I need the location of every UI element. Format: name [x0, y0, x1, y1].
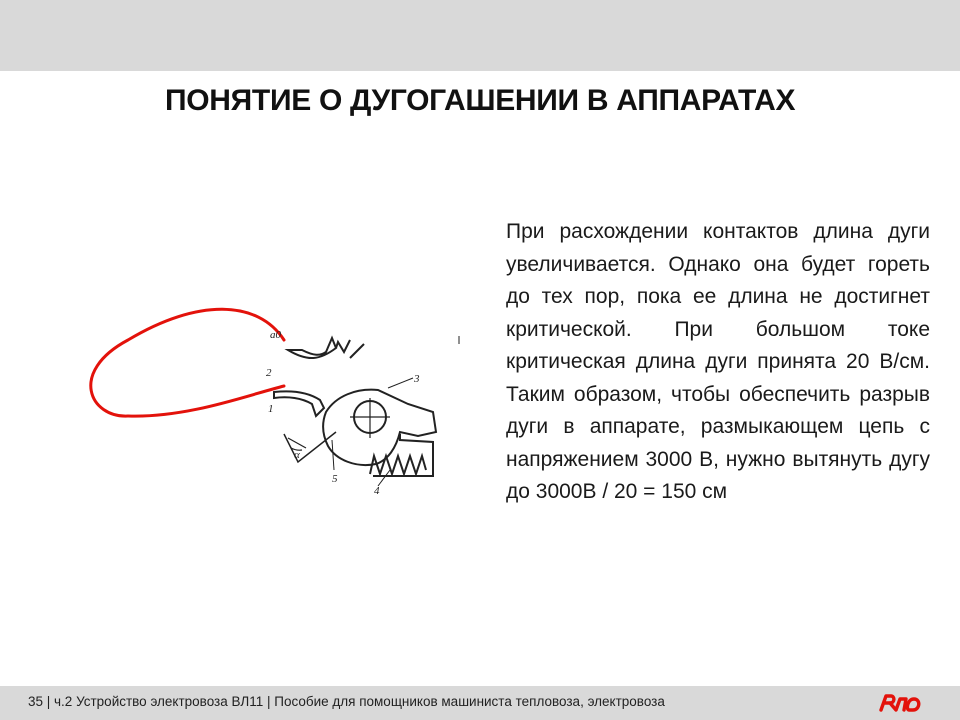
- electric-arc: [91, 309, 284, 416]
- footer-text: 35 | ч.2 Устройство электровоза ВЛ11 | Пособие для помощников машиниста тепловоза, электровоза: [28, 694, 665, 709]
- label-3: 3: [414, 373, 420, 385]
- label-5: 5: [332, 473, 338, 485]
- label-alpha: α: [294, 449, 300, 461]
- header-bar: [0, 0, 960, 71]
- label-2: 2: [266, 367, 272, 379]
- rzd-logo-icon: [876, 691, 926, 715]
- spring: [370, 456, 426, 474]
- label-a0: a0: [270, 329, 281, 341]
- label-4: 4: [374, 485, 380, 497]
- contact-lever: [323, 390, 436, 465]
- lower-contact: [274, 391, 324, 416]
- upper-contact: [288, 338, 336, 358]
- explanation-text: При расхождении контактов длина дуги увеличивается. Однако она будет гореть до тех пор, пока ее длина не достигнет критической. При большом токе критическая длина дуги принята 20 В/см. Таким образом, чтобы обеспечить разрыв дуги в аппарате, размыкающем цепь с напряжением 3000 В, нужно вытянуть дугу до 3000В / 20 = 150 см: [506, 220, 930, 503]
- slide-title: ПОНЯТИЕ О ДУГОГАШЕНИИ В АППАРАТАХ: [165, 84, 796, 117]
- label-1: 1: [268, 403, 274, 415]
- arc-chute-diagram: [88, 300, 468, 510]
- footer-bar: [0, 686, 960, 720]
